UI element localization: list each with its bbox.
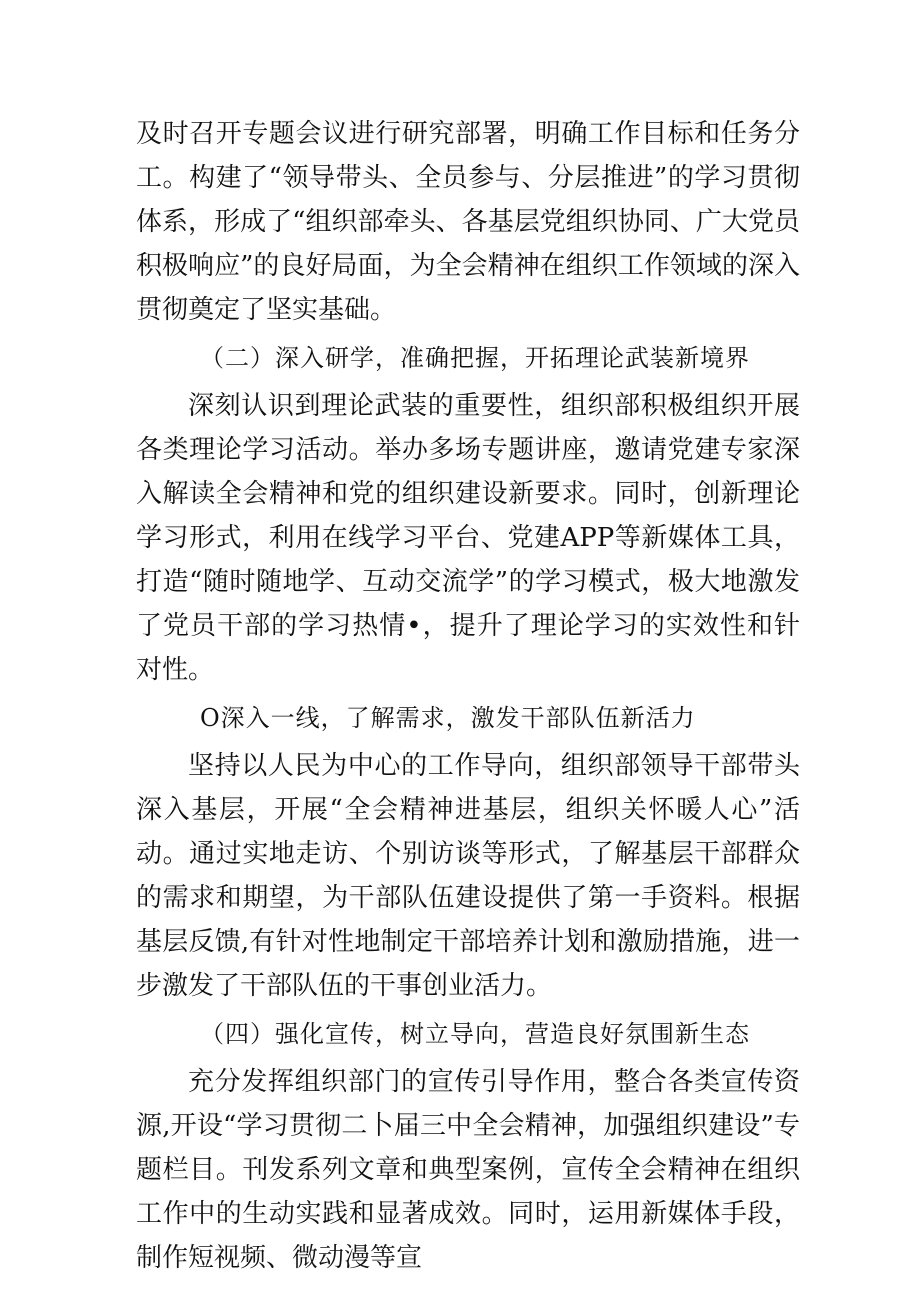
paragraph-continued: 及时召开专题会议进行研究部署，明确工作目标和任务分工。构建了“领导带头、全员参与、分层推进”的学习贯彻体系，形成了“组织部牵头、各基层党组织协同、广大党员积极响应”的良好局面，为全会精神在组织工作领域的深入贯彻奠定了坚实基础。 xyxy=(136,119,800,325)
section-heading-3: O深入一线，了解需求，激发干部队伍新活力 xyxy=(200,704,696,732)
document-body xyxy=(136,112,800,1280)
section-heading-2: （二）深入研学，准确把握，开拓理论武装新境界 xyxy=(200,344,750,372)
section-heading-4: （四）强化宣传，树立导向，营造良好氛围新生态 xyxy=(200,1020,750,1048)
paragraph-publicity: 充分发挥组织部门的宣传引导作用，整合各类宣传资源,开设“学习贯彻二卜届三中全会精神，加强组织建设”专题栏目。刊发系列文章和典型案例，宣传全会精神在组织工作中的生动实践和显著成效。同时，运用新媒体手段，制作短视频、微动漫等宣 xyxy=(136,1067,800,1273)
paragraph-grassroots: 坚持以人民为中心的工作导向，组织部领导干部带头深入基层，开展“全会精神进基层，组织关怀暖人心”活动。通过实地走访、个别访谈等形式，了解基层干部群众的需求和期望，为干部队伍建设提供了第一手资料。根据基层反馈,有针对性地制定干部培养计划和激励措施，进一步激发了干部队伍的干事创业活力。 xyxy=(136,751,800,1001)
paragraph-theory-study: 深刻认识到理论武装的重要性，组织部积极组织开展各类理论学习活动。举办多场专题讲座，邀请党建专家深入解读全会精神和党的组织建设新要求。同时，创新理论学习形式，利用在线学习平台、党建APP等新媒体工具，打造“随时随地学、互动交流学”的学习模式，极大地激发了党员干部的学习热情•，提升了理论学习的实效性和针对性。 xyxy=(136,391,800,685)
